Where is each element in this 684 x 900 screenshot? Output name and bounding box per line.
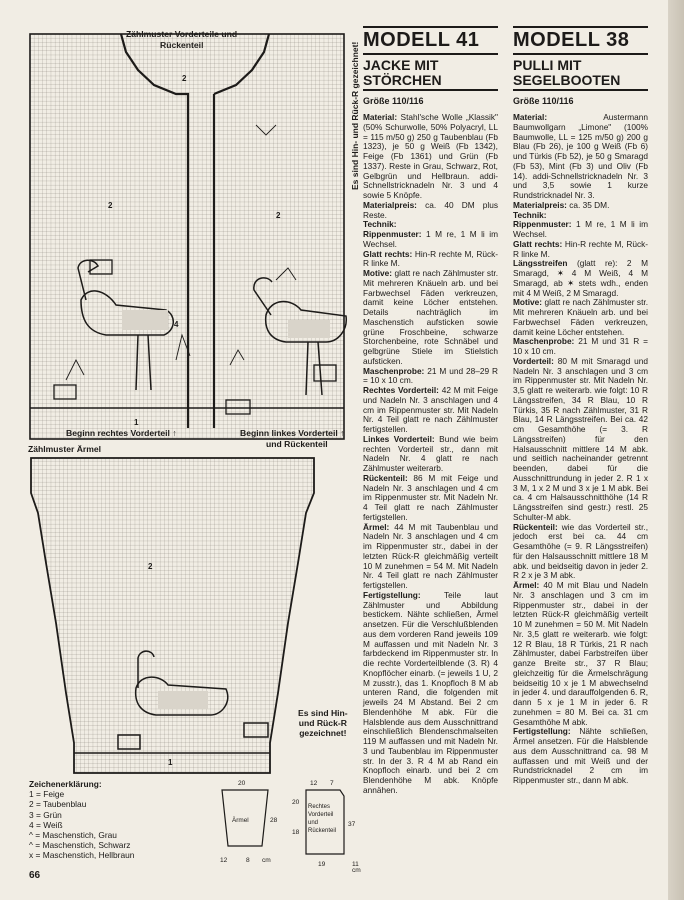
paragraph-text: 1 M re, 1 M li im Wechsel.: [513, 219, 648, 239]
paragraph-text: 1 M re, 1 M li im Wechsel.: [363, 229, 498, 249]
model-38-title: MODELL 38: [513, 29, 630, 51]
region-number: 2: [276, 211, 281, 220]
model41-paragraph: [363, 435, 498, 474]
model41-paragraph: [363, 113, 498, 201]
paragraph-text: Bund wie beim rechten Vorderteil str., dann mit Nadeln Nr. 4 glatt re nach Zählmuster weiterarb.: [363, 433, 498, 473]
paragraph-label: Materialpreis:: [363, 199, 417, 210]
dimension: cm: [262, 857, 271, 864]
sleeve-region-number: 2: [148, 562, 153, 571]
paragraph-text: wie das Vorderteil str., jedoch erst bei ca. 44 cm Gesamthöhe (= 9. R Längsstreifen) für den Halsausschnitt mittlere 18 M abk. und beidseitig davon in jeder 2. R 2 x je 3 M abk.: [513, 521, 648, 581]
dimension: 11: [352, 861, 359, 868]
model41-paragraph: [363, 269, 498, 367]
model-38-title-box: [513, 26, 648, 55]
body-label-line: Vorderteil: [308, 812, 334, 818]
model38-paragraph: [513, 357, 648, 523]
start-back: und Rückenteil: [266, 439, 328, 449]
model-38-article: [513, 26, 648, 786]
paragraph-text: 21 M und 31 R = 10 x 10 cm.: [513, 336, 648, 356]
paragraph-text: 40 M mit Blau und Nadeln Nr. 3 anschlagen und 3 cm im Rippenmuster str., dabei in der letzten Rück-R gleichmäßig verteilt 10 M zunehmen = 50 M. Mit Nadeln Nr. 3,5 glatt re weiterarb. wie folgt: 12 R Blau, 18 R Türkis, 21 R nach Zählmuster, dabei Farbstreifen über ganze Breite str., 37 R Blau; gleichzeitig für die Ärmelschrägung beidseitig 10 x je 1 M abwechselnd in jeder 4. und darauffolgenden 6. R, dann 5 x je 1 M in jeder 6. R zunehmen = 80 M. Bei ca. 31 cm Gesamthöhe M abk.: [513, 580, 648, 727]
region-number: 2: [108, 201, 113, 210]
dimension: 18: [292, 829, 300, 836]
body-label-line: Rückenteil: [308, 828, 337, 834]
paragraph-text: glatt re nach Zählmuster str. Mit mehreren Knäueln arb. und bei Farbwechsel Fäden verkreuzen, damit keine Löcher entstehen. Details nachträglich im Maschenstich aufsticken sowie grüne Froschbeine, schwarze Storchenbeine, rote Schnäbel und gelbgrüne Stiele im Stielstich aufsticken.: [363, 268, 498, 366]
paragraph-label: Maschenprobe:: [513, 336, 575, 347]
sleeve-chart: [26, 453, 326, 778]
model-41-body: [363, 113, 498, 796]
paragraph-text: 86 M mit Feige und Nadeln Nr. 3 anschlagen und 4 cm im Rippenmuster str. Mit Nadeln Nr. 4 Teil glatt re nach Zählmuster fertigstellen.: [363, 472, 498, 522]
paragraph-label: Motive:: [513, 297, 543, 308]
model41-paragraph: [363, 523, 498, 591]
dimension: cm: [352, 867, 361, 872]
model-41-article: [363, 26, 498, 796]
model-38-size: Größe 110/116: [513, 96, 574, 106]
sleeve-region-number: 1: [168, 758, 173, 767]
model41-paragraph: [363, 230, 498, 250]
region-number: 4: [174, 320, 179, 329]
legend-item: 3 = Grün: [29, 809, 62, 820]
paragraph-label: Maschenprobe:: [363, 365, 425, 376]
model-38-subtitle-2: SEGELBOOTEN: [513, 72, 621, 88]
dimension: 12: [220, 857, 228, 864]
dimension: 7: [330, 780, 334, 787]
paragraph-text: Teile laut Zählmuster und Abbildung bestickem. Nähte schließen, Ärmel ansetzen. Für die Verschlußblenden aus dem vorderen Rand jeweils 109 M auffassen und mit Nadeln Nr. 3 farbdeckend im Rippenmuster str. In die rechte Vorderteilblende (3. R) 4 Knopflöcher einarb. (= jeweils 1 U, 2 M zusstr.), das 1. Knopfloch 8 M ab unteren Rand, die folgenden mit jeweils 24 M Abstand. Bei 2 cm Blendenhöhe M abk. Für die Halsblende aus dem Ausschnittrand einschließlich Blendenschmalseiten 119 M auffassen und mit Nadeln Nr. 3 und Taubenblau im Rippenmuster str. In der 3. R 4 M ab Rand ein Knopfloch einarb. und bei 2 cm Blendenhöhe M abk. Knöpfe annähen.: [363, 589, 498, 795]
paragraph-text: ca. 40 DM plus Reste.: [363, 199, 498, 220]
dimension: 28: [270, 817, 278, 824]
model38-paragraph: [513, 113, 648, 201]
model-41-subtitle-2: STÖRCHEN: [363, 72, 442, 88]
page-edge: [668, 0, 684, 900]
start-left-label: Beginn linkes Vorderteil: [240, 428, 338, 438]
sleeve-chart-title: Zählmuster Ärmel: [28, 444, 102, 454]
start-right-label: Beginn rechtes Vorderteil: [66, 428, 170, 438]
region-number: 2: [182, 74, 187, 83]
paragraph-text: Stahl'sche Wolle „Klassik" (50% Schurwolle, 50% Polyacryl, LL = 115 m/50 g) 250 g Taubenblau (Fb 1323), je 50 g Weiß (Fb 1342), Feige (Fb 1361) und Grün (Fb 1337). Reste in Grau, Schwarz, Rot, Gelbgrün und Hellbraun. addi-Schnellstricknadeln Nr. 3 und 4 sowie 5 Knöpfe.: [363, 112, 498, 200]
model38-paragraph: [513, 337, 648, 357]
dimension: 20: [292, 799, 300, 806]
model38-paragraph: [513, 727, 648, 786]
model38-paragraph: [513, 523, 648, 582]
paragraph-label: Technik:: [363, 219, 397, 230]
paragraph-text: Hin-R rechte M, Rück-R linke M.: [513, 238, 649, 259]
model-41-title: MODELL 41: [363, 29, 480, 51]
paragraph-label: Längsstreifen: [513, 258, 568, 269]
legend-item: 2 = Taubenblau: [29, 799, 87, 810]
paragraph-text: (glatt re): 2 M Smaragd, ✶ 4 M Weiß, 4 M Smaragd, ab ✶ stets wdh., enden mit 4 M Weiß, 2 M Smaragd.: [513, 258, 648, 298]
body-label-line: Rechtes: [308, 804, 331, 810]
region-number: 1: [134, 418, 139, 427]
sleeve-schematic-label: Ärmel: [232, 817, 249, 824]
size-schematics: [212, 776, 372, 872]
model-41-title-box: [363, 26, 498, 55]
model38-paragraph: [513, 259, 648, 298]
model41-paragraph: [363, 367, 498, 387]
legend-item: ^ = Maschenstich, Schwarz: [29, 840, 131, 851]
paragraph-label: Fertigstellung:: [513, 726, 571, 737]
sleeve-outline: [31, 458, 314, 773]
paragraph-text: 21 M und 28–29 R = 10 x 10 cm.: [363, 365, 498, 386]
paragraph-label: Rippenmuster:: [363, 229, 422, 239]
model38-paragraph: [513, 220, 648, 240]
model41-paragraph: [363, 250, 498, 270]
paragraph-text: 80 M mit Smaragd und Nadeln Nr. 3 anschlagen und 3 cm im Rippenmuster str. Mit Nadeln Nr. 3,5 glatt re weiterarb. wie folgt: 10 R Längsstreifen, 34 R Blau, 10 R Türkis, 35 R nach Zählmuster, 31 R Blau, 14 R Längsstreifen. Bei ca. 42 cm Gesamthöhe (= 3. R Längsstreifen) für den Halsausschnitt mittlere 14 M abk. und seitlich nacheinander getrennt beenden, dabei für die Ausschnittrundung in jeder 2. R 1 x 3 M, 1 x 2 M und 3 x je 1 M abk. Bei ca. 4 cm Halsausschnitthöhe (14 R Längsstreifen sind gestr.) restl. 25 Schulter-M abk.: [513, 355, 648, 522]
paragraph-label: Ärmel:: [363, 521, 390, 532]
model41-paragraph: [363, 201, 498, 221]
body-label-line: und: [308, 820, 319, 826]
sleeve-note-line: gezeichnet!: [299, 728, 347, 738]
page-number: 66: [29, 870, 41, 881]
legend: [29, 779, 134, 861]
paragraph-label: Linkes Vorderteil:: [363, 433, 435, 444]
legend-item: 4 = Weiß: [29, 819, 63, 830]
model38-paragraph: [513, 581, 648, 727]
dimension: 8: [246, 857, 250, 864]
paragraph-label: Rückenteil:: [513, 521, 558, 532]
paragraph-text: Hin-R rechte M, Rück-R linke M.: [363, 248, 499, 269]
model-38-subtitle-box: [513, 58, 648, 91]
model41-paragraph: [363, 474, 498, 523]
paragraph-label: Glatt rechts:: [363, 248, 413, 259]
paragraph-label: Material:: [513, 112, 548, 122]
model41-paragraph: [363, 591, 498, 796]
paragraph-text: Nähte schließen, Ärmel ansetzen. Für die Halsblende aus dem Ausschnittrand ca. 98 M auffassen und mit Weiß und der Rundstricknadel 2 cm im Rippenmuster str., dann M abk.: [513, 726, 648, 785]
paragraph-label: Technik:: [513, 209, 547, 220]
paragraph-label: Rippenmuster:: [513, 219, 572, 230]
start-right-front: Beginn rechtes Vorderteil ↑: [66, 428, 177, 438]
paragraph-label: Ärmel:: [513, 580, 540, 590]
legend-title: Zeichenerklärung:: [29, 779, 102, 789]
paragraph-text: ca. 35 DM.: [566, 199, 610, 210]
paragraph-text: glatt re nach Zählmuster str. Mit mehreren Knäueln arb. und bei Farbwechsel Fäden verkreuzen, damit keine Löcher entstehen.: [513, 297, 648, 337]
paragraph-label: Materialpreis:: [513, 199, 567, 210]
legend-item: x = Maschenstich, Hellbraun: [29, 850, 135, 861]
paragraph-text: 42 M mit Feige und Nadeln Nr. 3 anschlagen und 4 cm im Rippenmuster str. Mit Nadeln Nr. 4 Teil glatt re nach Zählmuster fertigstellen.: [363, 385, 498, 434]
paragraph-text: Austermann Baumwollgarn „Limone" (100% Baumwolle, LL = 125 m/50 g) 200 g Blau (Fb 26), je 100 g Weiß (Fb 6) und Türkis (Fb 52), je 50 g Smaragd (Fb 53), Mint (Fb 3) und Oliv (Fb 14). addi-Schnellstricknadeln Nr. 3 und 3,5 sowie 1 kurze Rundstricknadel Nr. 3.: [513, 112, 648, 200]
paragraph-label: Glatt rechts:: [513, 238, 563, 249]
dimension: 20: [238, 780, 246, 787]
sleeve-note-line: Es sind Hin-: [298, 708, 348, 718]
paragraph-text: 44 M mit Taubenblau und Nadeln Nr. 3 anschlagen und 4 cm im Rippenmuster str., dabei in der letzten Rück-R gleichmäßig verteilt 10 M zunehmen = 54 M. Mit Nadeln Nr. 4 Teil glatt re nach Zählmuster fertigstellen.: [363, 521, 498, 590]
paragraph-label: Vorderteil:: [513, 355, 554, 366]
model-41-subtitle-1: JACKE MIT: [363, 57, 439, 73]
body-schematic-label: [308, 804, 336, 834]
sleeve-note-line: und Rück-R: [298, 718, 347, 728]
paragraph-label: Rückenteil:: [363, 472, 408, 483]
legend-item: 1 = Feige: [29, 789, 65, 800]
back-chart-note: Es sind Hin- und Rück-R gezeichnet!: [350, 41, 360, 190]
model-38-subtitle-1: PULLI MIT: [513, 57, 582, 73]
model-38-body: [513, 113, 648, 786]
dimension: 12: [310, 780, 318, 787]
model38-paragraph: [513, 298, 648, 337]
front-back-chart: [26, 30, 348, 455]
model41-paragraph: [363, 386, 498, 435]
legend-item: ^ = Maschenstich, Grau: [29, 830, 117, 841]
start-left-front: Beginn linkes Vorderteil ↑: [240, 428, 345, 438]
model38-paragraph: [513, 240, 648, 260]
dimension: 37: [348, 821, 356, 828]
paragraph-label: Fertigstellung:: [363, 589, 421, 600]
model-41-size: Größe 110/116: [363, 96, 424, 106]
sleeve-chart-note: [298, 708, 348, 738]
paragraph-label: Motive:: [363, 268, 393, 278]
dimension: 19: [318, 861, 326, 868]
model-41-subtitle-box: [363, 58, 498, 91]
paragraph-label: Rechtes Vorderteil:: [363, 385, 439, 395]
paragraph-label: Material:: [363, 112, 398, 122]
